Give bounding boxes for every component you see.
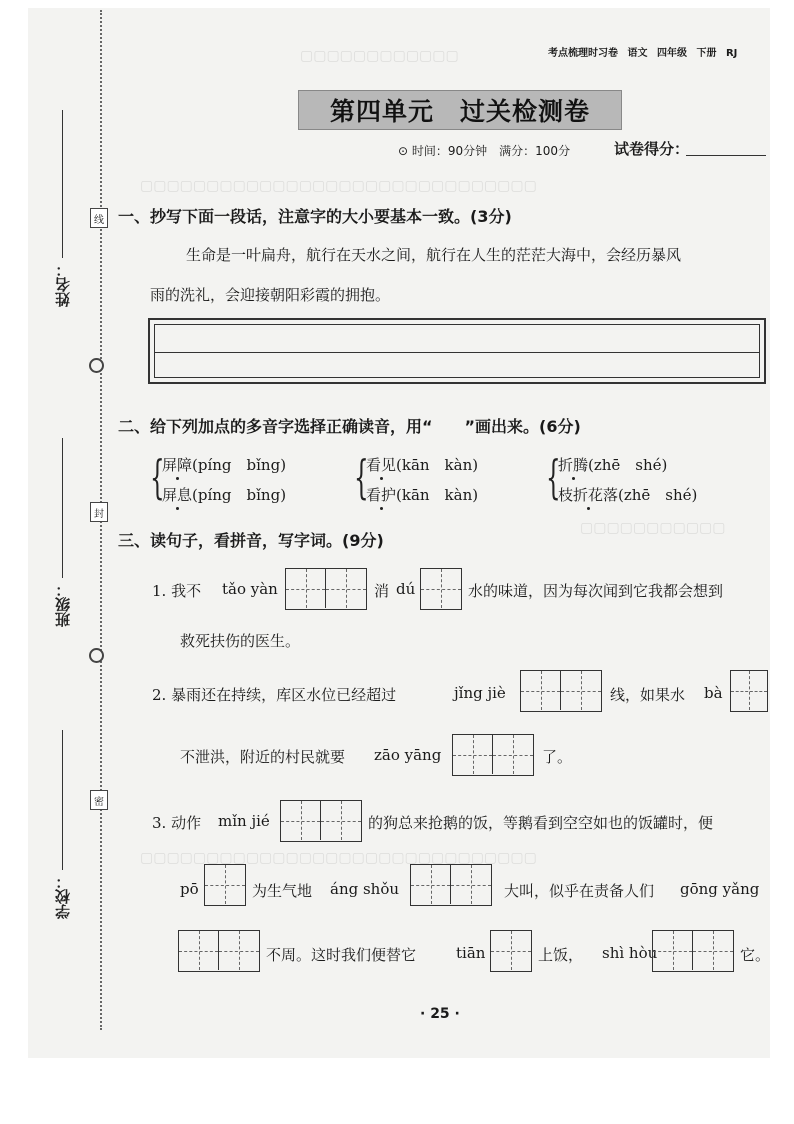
series-name: 考点梳理时习卷 <box>548 48 618 59</box>
brace: { <box>546 450 561 504</box>
subject: 语文 <box>627 48 648 59</box>
q3-text-4: 大叫，似乎在责备人们 <box>504 882 655 900</box>
q1-pinyin-1: tǎo yàn <box>222 580 278 598</box>
volume: 下册 <box>696 48 717 59</box>
class-field[interactable] <box>62 438 63 578</box>
word: 看见 <box>366 456 397 474</box>
q3-answer-grid-6[interactable] <box>652 930 734 972</box>
q3-pinyin-5: tiān <box>456 944 486 962</box>
score-field[interactable] <box>686 155 766 156</box>
word: 屏息 <box>162 486 193 504</box>
binding-hole <box>89 358 104 373</box>
q3-answer-grid-4[interactable] <box>178 930 260 972</box>
q3-pinyin-2: pō <box>180 880 199 898</box>
pinyin-options[interactable]: (kān kàn) <box>396 486 479 504</box>
pinyin-options[interactable]: (zhē shé) <box>588 456 668 474</box>
copy-writing-area[interactable] <box>148 318 766 384</box>
q3-text-5: 不周。这时我们便替它 <box>266 946 417 964</box>
q2-text-line-2: 不泄洪，附近的村民就要 <box>180 748 346 766</box>
q1-text-line-2: 救死扶伤的医生。 <box>180 632 301 650</box>
q1-text-start: 1. 我不 <box>152 582 202 600</box>
edition: RJ <box>725 48 738 59</box>
q3-pinyin-6: shì hòu <box>602 944 658 962</box>
score-label: 试卷得分： <box>614 140 690 158</box>
name-label: 姓名： <box>54 262 72 307</box>
grade: 四年级 <box>656 48 687 59</box>
school-field[interactable] <box>62 730 63 870</box>
binding-mark-line: 线 <box>90 208 108 228</box>
q1-text-2: 消 <box>374 582 390 600</box>
word: 枝折花落 <box>558 486 619 504</box>
q2-pinyin-2: bà <box>704 684 723 702</box>
copy-text-line-1: 生命是一叶扁舟，航行在天水之间，航行在人生的茫茫大海中，会经历暴风 <box>186 246 682 264</box>
q3-text-end: 它。 <box>740 946 771 964</box>
exam-meta <box>398 142 570 159</box>
section-3-heading: 三、读句子，看拼音，写字词。(9分) <box>118 531 384 550</box>
q2-text-start: 2. 暴雨还在持续，库区水位已经超过 <box>152 686 397 704</box>
page-title: 第四单元 过关检测卷 <box>298 90 622 130</box>
q3-text-6: 上饭， <box>538 946 584 964</box>
clock-icon: ⊙ <box>398 144 409 158</box>
pinyin-options[interactable]: (zhē shé) <box>618 486 698 504</box>
bleed-through-text: ▢▢▢▢▢▢▢▢▢▢▢ <box>580 520 726 536</box>
word: 屏障 <box>162 456 193 474</box>
q2-pinyin-1: jǐng jiè <box>454 684 506 702</box>
q2-answer-grid-2[interactable] <box>730 670 768 712</box>
section-2-heading: 二、给下列加点的多音字选择正确读音，用“ ”画出来。(6分) <box>118 417 581 436</box>
name-field[interactable] <box>62 110 63 258</box>
page-number: · 25 · <box>420 1006 460 1022</box>
copy-text-line-2: 雨的洗礼，会迎接朝阳彩霞的拥抱。 <box>150 286 391 304</box>
school-label: 学校： <box>54 874 72 919</box>
q3-text-3: 为生气地 <box>252 882 313 900</box>
q3-pinyin-4: gōng yǎng <box>680 880 760 898</box>
q2-text-end: 了。 <box>542 748 573 766</box>
class-label: 班级： <box>54 582 72 627</box>
q3-answer-grid-3[interactable] <box>410 864 492 906</box>
q3-answer-grid-2[interactable] <box>204 864 246 906</box>
word: 看护 <box>366 486 397 504</box>
q2-answer-grid-3[interactable] <box>452 734 534 776</box>
q3-text-2: 的狗总来抢鹅的饭，等鹅看到空空如也的饭罐时，便 <box>368 814 714 832</box>
header-info <box>548 44 743 59</box>
binding-mark-seal: 封 <box>90 502 108 522</box>
q2-answer-grid-1[interactable] <box>520 670 602 712</box>
q3-pinyin-3: áng shǒu <box>330 880 400 898</box>
bleed-through-text: ▢▢▢▢▢▢▢▢▢▢▢▢▢▢▢▢▢▢▢▢▢▢▢▢▢▢▢▢▢▢ <box>140 178 537 194</box>
q3-answer-grid-5[interactable] <box>490 930 532 972</box>
section-1-heading: 一、抄写下面一段话，注意字的大小要基本一致。(3分) <box>118 207 512 226</box>
q2-pinyin-3: zāo yāng <box>374 746 442 764</box>
q3-answer-grid-1[interactable] <box>280 800 362 842</box>
word: 折腾 <box>558 456 589 474</box>
brace: { <box>150 450 165 504</box>
pinyin-options[interactable]: (píng bǐng) <box>192 456 287 474</box>
q1-pinyin-2: dú <box>396 580 416 598</box>
pinyin-options[interactable]: (píng bǐng) <box>192 486 287 504</box>
time-score-text: 时间：90分钟 满分：100分 <box>411 144 571 158</box>
q3-pinyin-1: mǐn jié <box>218 812 270 830</box>
binding-mark-secret: 密 <box>90 790 108 810</box>
q2-text-2: 线，如果水 <box>610 686 686 704</box>
pinyin-options[interactable]: (kān kàn) <box>396 456 479 474</box>
bleed-through-text: ▢▢▢▢▢▢▢▢▢▢▢▢▢▢▢▢▢▢▢▢▢▢▢▢▢▢▢▢▢▢ <box>140 850 537 866</box>
bleed-through-text: ▢▢▢▢▢▢▢▢▢▢▢▢ <box>300 48 459 64</box>
q1-answer-grid-1[interactable] <box>285 568 367 610</box>
brace: { <box>354 450 369 504</box>
q1-answer-grid-2[interactable] <box>420 568 462 610</box>
q3-text-start: 3. 动作 <box>152 814 202 832</box>
binding-hole <box>89 648 104 663</box>
q1-text-3: 水的味道，因为每次闻到它我都会想到 <box>468 582 724 600</box>
